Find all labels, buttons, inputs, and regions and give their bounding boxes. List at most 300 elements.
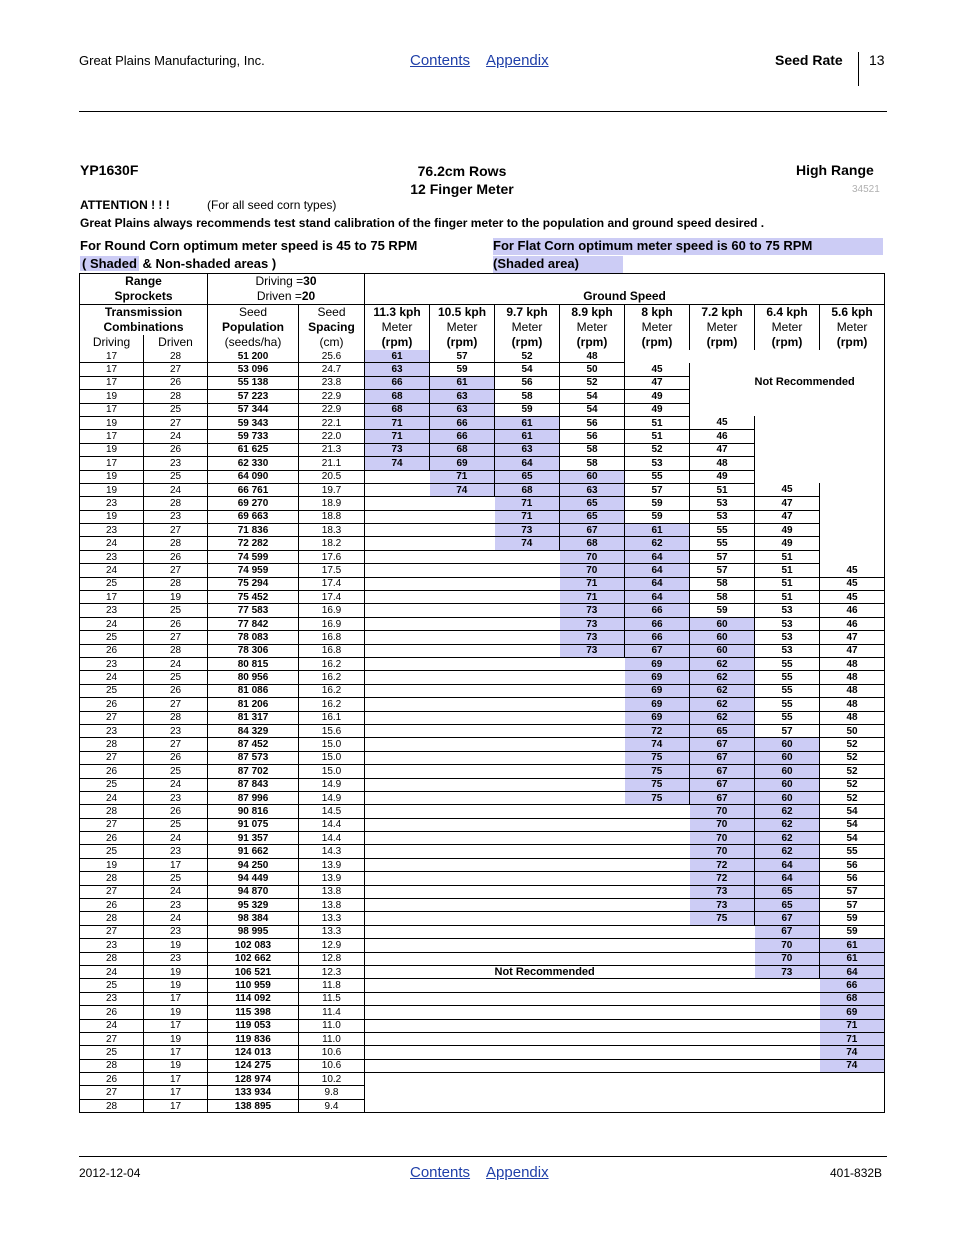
meter-rpm-cell <box>820 1099 885 1112</box>
meter-rpm-cell: 53 <box>690 497 755 510</box>
table-row <box>80 550 885 563</box>
table-row <box>80 979 885 992</box>
meter-rpm-cell: 64 <box>625 577 690 590</box>
driving-cell: 25 <box>80 979 144 992</box>
meter-rpm-cell: 67 <box>755 925 820 938</box>
meter-rpm-cell <box>560 925 625 938</box>
meter-rpm-cell: 73 <box>560 631 625 644</box>
meter-rpm-cell: 54 <box>820 818 885 831</box>
table-row <box>80 390 885 403</box>
meter-rpm-cell <box>365 671 430 684</box>
speed-col-header: 10.5 kph Meter (rpm) <box>430 305 495 351</box>
table-row <box>80 483 885 496</box>
table-row <box>80 939 885 952</box>
meter-rpm-cell <box>430 631 495 644</box>
meter-rpm-cell <box>430 952 495 965</box>
driven-cell: 25 <box>144 604 208 617</box>
meter-rpm-cell <box>430 965 495 978</box>
meter-rpm-cell <box>365 591 430 604</box>
ground-speed-label: Ground Speed <box>583 289 666 303</box>
population-cell: 87 843 <box>208 778 299 791</box>
meter-rpm-cell: 59 <box>495 403 560 416</box>
meter-rpm-cell <box>755 1073 820 1086</box>
meter-rpm-cell: 50 <box>820 724 885 737</box>
meter-rpm-cell <box>430 537 495 550</box>
population-cell: 77 842 <box>208 617 299 630</box>
meter-rpm-cell <box>430 858 495 871</box>
population-cell: 87 452 <box>208 738 299 751</box>
meter-rpm-cell <box>495 1059 560 1072</box>
meter-rpm-cell <box>560 1099 625 1112</box>
spacing-cell: 16.2 <box>299 671 365 684</box>
meter-rpm-cell <box>495 818 560 831</box>
driven-cell: 19 <box>144 1059 208 1072</box>
driving-cell: 28 <box>80 1059 144 1072</box>
meter-rpm-cell <box>820 443 885 456</box>
speed-col-header: 9.7 kph Meter (rpm) <box>495 305 560 351</box>
driving-cell: 27 <box>80 1086 144 1099</box>
meter-rpm-cell: 69 <box>625 671 690 684</box>
population-cell: 66 761 <box>208 483 299 496</box>
population-cell: 75 294 <box>208 577 299 590</box>
driven-sprocket: Driven =20 <box>256 289 316 303</box>
meter-rpm-cell: 67 <box>690 738 755 751</box>
table-row <box>80 457 885 470</box>
meter-rpm-cell <box>495 631 560 644</box>
meter-rpm-cell <box>560 765 625 778</box>
meter-rpm-cell: 57 <box>820 885 885 898</box>
meter-rpm-cell <box>690 939 755 952</box>
population-cell: 87 702 <box>208 765 299 778</box>
meter-rpm-cell: 56 <box>560 416 625 429</box>
spacing-cell: 22.9 <box>299 403 365 416</box>
driven-cell: 27 <box>144 363 208 376</box>
meter-rpm-cell: 57 <box>625 483 690 496</box>
table-row <box>80 497 885 510</box>
meter-rpm-cell: 66 <box>430 416 495 429</box>
appendix-link[interactable]: Appendix <box>486 52 549 69</box>
meter-rpm-cell <box>495 979 560 992</box>
driven-col-header: Driven <box>144 335 208 350</box>
driven-cell: 17 <box>144 1099 208 1112</box>
meter-rpm-cell <box>690 1086 755 1099</box>
table-row <box>80 724 885 737</box>
spacing-cell: 11.5 <box>299 992 365 1005</box>
meter-rpm-cell <box>820 430 885 443</box>
meter-rpm-cell <box>820 497 885 510</box>
meter-rpm-cell <box>560 818 625 831</box>
table-row <box>80 350 885 363</box>
table-row <box>80 805 885 818</box>
transmission-label: Transmission <box>104 305 183 319</box>
meter-rpm-cell <box>430 738 495 751</box>
table-row <box>80 992 885 1005</box>
table-row <box>80 470 885 483</box>
meter-rpm-cell: 70 <box>690 805 755 818</box>
meter-rpm-cell: 45 <box>755 483 820 496</box>
driven-cell: 27 <box>144 631 208 644</box>
meter-rpm-cell <box>430 751 495 764</box>
meter-rpm-cell <box>560 1046 625 1059</box>
meter-rpm-cell <box>495 992 560 1005</box>
driving-cell: 28 <box>80 952 144 965</box>
driving-cell: 24 <box>80 537 144 550</box>
meter-rpm-cell <box>430 979 495 992</box>
meter-rpm-cell: 48 <box>820 657 885 670</box>
meter-rpm-cell: 55 <box>690 537 755 550</box>
driven-cell: 23 <box>144 952 208 965</box>
meter-rpm-cell: 63 <box>495 443 560 456</box>
meter-rpm-cell <box>560 939 625 952</box>
meter-rpm-cell: 71 <box>365 430 430 443</box>
meter-rpm-cell: 56 <box>495 376 560 389</box>
meter-rpm-cell: 64 <box>625 550 690 563</box>
meter-rpm-cell: 47 <box>690 443 755 456</box>
meter-rpm-cell: 52 <box>820 751 885 764</box>
meter-rpm-cell <box>365 564 430 577</box>
meter-rpm-cell: 64 <box>625 564 690 577</box>
driving-cell: 28 <box>80 1099 144 1112</box>
meter-rpm-cell <box>495 1086 560 1099</box>
ground-speed-header <box>365 274 885 305</box>
meter-rpm-cell: 67 <box>690 765 755 778</box>
driven-cell: 28 <box>144 350 208 363</box>
meter-rpm-cell: 72 <box>690 872 755 885</box>
driving-cell: 23 <box>80 992 144 1005</box>
meter-rpm-cell: 51 <box>755 564 820 577</box>
meter-rpm-cell: 66 <box>625 604 690 617</box>
meter-rpm-cell <box>820 1086 885 1099</box>
meter-rpm-cell <box>495 617 560 630</box>
driving-cell: 23 <box>80 604 144 617</box>
meter-rpm-cell <box>755 457 820 470</box>
spacing-cell: 15.0 <box>299 765 365 778</box>
driven-cell: 25 <box>144 671 208 684</box>
meter-rpm-cell <box>820 457 885 470</box>
driving-cell: 23 <box>80 497 144 510</box>
meter-rpm-cell <box>625 979 690 992</box>
meter-rpm-cell: 54 <box>560 390 625 403</box>
driven-cell: 17 <box>144 858 208 871</box>
meter-rpm-cell: 74 <box>625 738 690 751</box>
meter-rpm-cell: 58 <box>690 591 755 604</box>
spacing-cell: 13.8 <box>299 885 365 898</box>
meter-rpm-cell: 65 <box>495 470 560 483</box>
meter-rpm-cell <box>495 1032 560 1045</box>
driven-cell: 28 <box>144 711 208 724</box>
flat-corn-note: For Flat Corn optimum meter speed is 60 to 75 RPM <box>493 238 883 255</box>
population-cell: 69 663 <box>208 510 299 523</box>
meter-rpm-cell <box>365 550 430 563</box>
driving-cell: 19 <box>80 483 144 496</box>
spacing-cell: 13.9 <box>299 858 365 871</box>
meter-rpm-cell <box>755 443 820 456</box>
speed-col-header: 8 kph Meter (rpm) <box>625 305 690 351</box>
contents-link[interactable]: Contents <box>410 1164 471 1181</box>
meter-rpm-cell <box>560 1059 625 1072</box>
page-number: 13 <box>869 52 885 68</box>
meter-rpm-cell <box>430 724 495 737</box>
meter-rpm-cell: 48 <box>820 671 885 684</box>
driving-cell: 17 <box>80 430 144 443</box>
meter-rpm-cell: 66 <box>365 376 430 389</box>
driven-cell: 25 <box>144 765 208 778</box>
meter-rpm-cell <box>495 939 560 952</box>
spacing-cell: 18.2 <box>299 537 365 550</box>
meter-rpm-cell <box>625 992 690 1005</box>
footer-doc-number: 401-832B <box>830 1166 883 1180</box>
meter-rpm-cell <box>755 403 820 416</box>
meter-rpm-cell <box>365 778 430 791</box>
driven-cell: 17 <box>144 1073 208 1086</box>
meter-rpm-cell: 49 <box>755 524 820 537</box>
contents-link[interactable]: Contents <box>410 52 471 69</box>
meter-rpm-cell <box>560 805 625 818</box>
meter-rpm-cell: 59 <box>690 604 755 617</box>
population-cell: 87 996 <box>208 791 299 804</box>
meter-rpm-cell: 52 <box>560 376 625 389</box>
meter-rpm-cell: 51 <box>625 430 690 443</box>
population-cell: 124 013 <box>208 1046 299 1059</box>
driving-cell: 27 <box>80 711 144 724</box>
spacing-cell: 12.3 <box>299 965 365 978</box>
meter-rpm-cell <box>495 899 560 912</box>
meter-rpm-cell <box>495 805 560 818</box>
spacing-cell: 22.9 <box>299 390 365 403</box>
meter-rpm-cell <box>365 1019 430 1032</box>
meter-rpm-cell <box>820 390 885 403</box>
meter-rpm-cell <box>365 1032 430 1045</box>
meter-rpm-cell <box>755 430 820 443</box>
driven-cell: 19 <box>144 1032 208 1045</box>
meter-rpm-cell <box>494 965 595 978</box>
doc-id: 34521 <box>852 184 880 195</box>
table-row <box>80 965 885 978</box>
population-cell: 74 599 <box>208 550 299 563</box>
driving-cell: 25 <box>80 845 144 858</box>
table-row <box>80 564 885 577</box>
driven-cell: 28 <box>144 644 208 657</box>
speed-col-header: 5.6 kph Meter (rpm) <box>820 305 885 351</box>
meter-rpm-cell <box>365 657 430 670</box>
meter-rpm-cell <box>690 363 755 376</box>
table-row <box>80 1086 885 1099</box>
table-row <box>80 537 885 550</box>
meter-rpm-cell: 47 <box>820 631 885 644</box>
table-row <box>80 698 885 711</box>
meter-rpm-cell <box>755 1032 820 1045</box>
meter-rpm-cell <box>755 979 820 992</box>
driven-cell: 17 <box>144 1086 208 1099</box>
meter-rpm-cell: 70 <box>690 845 755 858</box>
meter-rpm-cell <box>625 350 690 363</box>
meter-rpm-cell <box>365 872 430 885</box>
meter-rpm-cell: 73 <box>690 899 755 912</box>
meter-rpm-cell: 45 <box>820 591 885 604</box>
meter-rpm-cell: 54 <box>495 363 560 376</box>
meter-rpm-cell: 62 <box>690 657 755 670</box>
meter-rpm-cell <box>820 416 885 429</box>
population-cell: 77 583 <box>208 604 299 617</box>
meter-rpm-cell <box>430 550 495 563</box>
spacing-cell: 20.5 <box>299 470 365 483</box>
meter-rpm-cell <box>430 885 495 898</box>
meter-rpm-cell <box>365 711 430 724</box>
meter-rpm-cell <box>690 350 755 363</box>
meter-rpm-cell <box>560 832 625 845</box>
driven-cell: 25 <box>144 403 208 416</box>
round-corn-note: For Round Corn optimum meter speed is 45 to 75 RPM <box>80 238 418 253</box>
population-cell: 69 270 <box>208 497 299 510</box>
meter-rpm-cell: 62 <box>755 845 820 858</box>
meter-rpm-cell: 55 <box>820 845 885 858</box>
table-row <box>80 631 885 644</box>
meter-rpm-cell <box>560 952 625 965</box>
meter-rpm-cell: 70 <box>755 952 820 965</box>
meter-rpm-cell <box>754 376 855 389</box>
meter-rpm-cell: 62 <box>690 711 755 724</box>
meter-rpm-cell: 68 <box>560 537 625 550</box>
meter-rpm-cell: 64 <box>495 457 560 470</box>
meter-rpm-cell: 55 <box>755 657 820 670</box>
driving-cell: 27 <box>80 925 144 938</box>
meter-rpm-cell: 71 <box>820 1019 885 1032</box>
meter-rpm-cell <box>495 671 560 684</box>
meter-rpm-cell: 73 <box>365 443 430 456</box>
seed-pop-line3: (seeds/ha) <box>224 335 282 349</box>
driving-sprocket: Driving =30 <box>255 274 317 288</box>
meter-rpm-cell <box>560 698 625 711</box>
meter-rpm-cell: 63 <box>560 483 625 496</box>
speed-col-header: 6.4 kph Meter (rpm) <box>755 305 820 351</box>
meter-rpm-cell <box>625 1046 690 1059</box>
meter-rpm-cell <box>820 403 885 416</box>
meter-rpm-cell <box>690 376 755 389</box>
spacing-cell: 16.8 <box>299 644 365 657</box>
meter-rpm-cell <box>625 939 690 952</box>
rows-label: 76.2cm Rows <box>417 163 507 179</box>
meter-rpm-cell: 59 <box>625 497 690 510</box>
footer-rule <box>79 1156 887 1157</box>
meter-rpm-cell: 70 <box>690 832 755 845</box>
driven-cell: 28 <box>144 497 208 510</box>
driven-cell: 24 <box>144 832 208 845</box>
meter-rpm-cell <box>495 1006 560 1019</box>
meter-rpm-cell: 53 <box>755 644 820 657</box>
driven-cell: 19 <box>144 979 208 992</box>
population-cell: 80 815 <box>208 657 299 670</box>
table-row <box>80 684 885 697</box>
meter-rpm-cell: 52 <box>820 778 885 791</box>
meter-rpm-cell: 59 <box>820 925 885 938</box>
seed-spacing-header <box>299 305 365 351</box>
meter-rpm-cell: 73 <box>560 617 625 630</box>
table-row <box>80 778 885 791</box>
driving-cell: 19 <box>80 443 144 456</box>
meter-rpm-cell <box>430 872 495 885</box>
meter-rpm-cell: 51 <box>755 591 820 604</box>
driving-cell: 23 <box>80 724 144 737</box>
spacing-cell: 10.6 <box>299 1046 365 1059</box>
meter-rpm-cell: 67 <box>690 778 755 791</box>
spacing-cell: 12.9 <box>299 939 365 952</box>
spacing-cell: 11.4 <box>299 1006 365 1019</box>
meter-rpm-cell: 55 <box>755 711 820 724</box>
table-row <box>80 1032 885 1045</box>
meter-rpm-cell <box>495 564 560 577</box>
spacing-cell: 11.0 <box>299 1032 365 1045</box>
meter-rpm-cell: 51 <box>625 416 690 429</box>
spacing-cell: 9.4 <box>299 1099 365 1112</box>
meter-rpm-cell <box>560 711 625 724</box>
meter-rpm-cell <box>820 524 885 537</box>
meter-rpm-cell: 66 <box>625 631 690 644</box>
population-cell: 119 053 <box>208 1019 299 1032</box>
meter-rpm-cell <box>820 550 885 563</box>
meter-rpm-cell: 71 <box>365 416 430 429</box>
meter-rpm-cell: 47 <box>820 644 885 657</box>
meter-rpm-cell <box>755 416 820 429</box>
transmission-header <box>80 305 208 336</box>
meter-rpm-cell: 66 <box>625 617 690 630</box>
meter-rpm-cell: 54 <box>820 832 885 845</box>
spacing-cell: 18.9 <box>299 497 365 510</box>
appendix-link[interactable]: Appendix <box>486 1164 549 1181</box>
driving-cell: 25 <box>80 1046 144 1059</box>
meter-rpm-cell <box>690 992 755 1005</box>
bottom-nav <box>410 1164 565 1182</box>
meter-rpm-cell <box>495 791 560 804</box>
driving-cell: 24 <box>80 564 144 577</box>
meter-rpm-cell <box>820 363 885 376</box>
meter-rpm-cell <box>430 591 495 604</box>
meter-rpm-cell <box>365 604 430 617</box>
spacing-cell: 15.6 <box>299 724 365 737</box>
meter-rpm-cell <box>365 965 430 978</box>
driving-cell: 24 <box>80 965 144 978</box>
table-row <box>80 657 885 670</box>
meter-rpm-cell: 69 <box>820 1006 885 1019</box>
meter-rpm-cell <box>365 992 430 1005</box>
population-cell: 115 398 <box>208 1006 299 1019</box>
spacing-cell: 13.8 <box>299 899 365 912</box>
meter-rpm-cell: 58 <box>690 577 755 590</box>
driving-cell: 23 <box>80 550 144 563</box>
meter-rpm-cell <box>430 564 495 577</box>
population-cell: 81 317 <box>208 711 299 724</box>
meter-rpm-cell: 74 <box>820 1059 885 1072</box>
meter-rpm-cell: 52 <box>820 791 885 804</box>
meter-rpm-cell <box>625 912 690 925</box>
meter-rpm-cell <box>495 604 560 617</box>
population-cell: 78 083 <box>208 631 299 644</box>
meter-rpm-cell <box>365 698 430 711</box>
spacing-cell: 16.2 <box>299 657 365 670</box>
meter-rpm-cell: 57 <box>690 550 755 563</box>
meter-rpm-cell <box>430 604 495 617</box>
meter-rpm-cell: 48 <box>820 711 885 724</box>
meter-rpm-cell: 45 <box>820 577 885 590</box>
meter-rpm-cell: 49 <box>755 537 820 550</box>
driving-cell: 17 <box>80 363 144 376</box>
meter-rpm-cell <box>755 363 820 376</box>
top-nav <box>410 52 565 70</box>
spacing-cell: 15.0 <box>299 738 365 751</box>
meter-rpm-cell <box>430 778 495 791</box>
meter-rpm-cell: 73 <box>560 644 625 657</box>
driving-cell: 28 <box>80 872 144 885</box>
meter-rpm-cell: 69 <box>625 684 690 697</box>
